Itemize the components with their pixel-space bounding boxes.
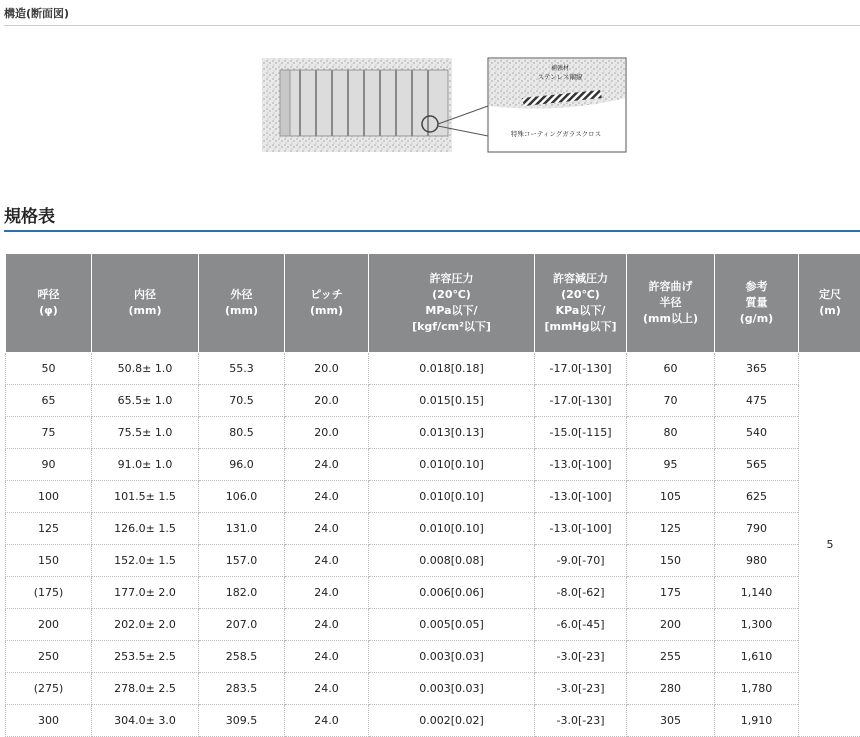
table-cell: 131.0: [199, 513, 285, 545]
table-cell: 100: [6, 481, 92, 513]
table-cell: -17.0[-130]: [535, 385, 627, 417]
table-cell: 625: [715, 481, 799, 513]
table-cell: 24.0: [285, 449, 369, 481]
table-cell: -13.0[-100]: [535, 481, 627, 513]
table-cell: 24.0: [285, 673, 369, 705]
table-cell: 280: [627, 673, 715, 705]
table-cell: 126.0± 1.5: [92, 513, 199, 545]
table-cell: -3.0[-23]: [535, 641, 627, 673]
structure-title: 構造(断面図): [4, 7, 70, 20]
table-cell: 75.5± 1.0: [92, 417, 199, 449]
table-cell: 75: [6, 417, 92, 449]
table-cell: 283.5: [199, 673, 285, 705]
spec-table: [5, 253, 860, 737]
table-cell: 0.006[0.06]: [369, 577, 535, 609]
table-cell: 182.0: [199, 577, 285, 609]
table-cell: 207.0: [199, 609, 285, 641]
reinforcement-label: 補強材: [550, 65, 570, 72]
table-cell: -17.0[-130]: [535, 353, 627, 385]
table-cell: 95: [627, 449, 715, 481]
table-cell: 70: [627, 385, 715, 417]
table-cell: 540: [715, 417, 799, 449]
table-cell: 309.5: [199, 705, 285, 737]
hose-illustration: [262, 58, 452, 152]
table-cell: 24.0: [285, 545, 369, 577]
table-cell: 157.0: [199, 545, 285, 577]
glass-cloth-label: 特殊コーティングガラスクロス: [510, 130, 602, 138]
table-cell: 304.0± 3.0: [92, 705, 199, 737]
table-cell: 475: [715, 385, 799, 417]
table-cell: 1,610: [715, 641, 799, 673]
table-cell: -3.0[-23]: [535, 673, 627, 705]
cross-section-detail: [488, 58, 626, 152]
table-cell: 80.5: [199, 417, 285, 449]
table-cell: 1,140: [715, 577, 799, 609]
table-cell: 55.3: [199, 353, 285, 385]
table-row: [6, 353, 860, 385]
table-cell: 0.013[0.13]: [369, 417, 535, 449]
table-cell: (275): [6, 673, 92, 705]
table-cell: 152.0± 1.5: [92, 545, 199, 577]
table-cell: -13.0[-100]: [535, 513, 627, 545]
table-cell: 253.5± 2.5: [92, 641, 199, 673]
table-cell: 24.0: [285, 705, 369, 737]
table-cell: -15.0[-115]: [535, 417, 627, 449]
table-cell: 305: [627, 705, 715, 737]
table-cell: 278.0± 2.5: [92, 673, 199, 705]
table-cell: -3.0[-23]: [535, 705, 627, 737]
table-cell: 20.0: [285, 417, 369, 449]
standard-length-cell: 5: [799, 353, 860, 737]
table-cell: 1,780: [715, 673, 799, 705]
stainless-wire-label: ステンレス鋼線: [537, 73, 583, 81]
table-cell: (175): [6, 577, 92, 609]
table-row: [6, 513, 860, 545]
table-cell: 60: [627, 353, 715, 385]
table-cell: 0.010[0.10]: [369, 513, 535, 545]
table-cell: 0.010[0.10]: [369, 449, 535, 481]
spec-divider: [4, 230, 860, 232]
table-cell: 0.002[0.02]: [369, 705, 535, 737]
table-cell: 202.0± 2.0: [92, 609, 199, 641]
table-cell: 0.008[0.08]: [369, 545, 535, 577]
table-cell: 1,300: [715, 609, 799, 641]
table-cell: 0.015[0.15]: [369, 385, 535, 417]
table-cell: 101.5± 1.5: [92, 481, 199, 513]
table-cell: 65: [6, 385, 92, 417]
table-cell: 255: [627, 641, 715, 673]
table-row: [6, 577, 860, 609]
table-cell: 20.0: [285, 385, 369, 417]
table-row: [6, 449, 860, 481]
table-row: [6, 705, 860, 737]
table-cell: 125: [627, 513, 715, 545]
table-cell: 65.5± 1.0: [92, 385, 199, 417]
column-header: 許容圧力 (20℃) MPa以下/ [kgf/cm²以下]: [369, 254, 535, 353]
hose-cross-section-diagram: [260, 54, 630, 156]
column-header: 内径 (mm): [92, 254, 199, 353]
table-header-row: [6, 254, 860, 353]
table-cell: 0.003[0.03]: [369, 641, 535, 673]
table-row: [6, 417, 860, 449]
table-row: [6, 545, 860, 577]
table-row: [6, 481, 860, 513]
table-cell: -6.0[-45]: [535, 609, 627, 641]
table-cell: 0.005[0.05]: [369, 609, 535, 641]
table-cell: 24.0: [285, 513, 369, 545]
table-cell: 50.8± 1.0: [92, 353, 199, 385]
table-row: [6, 609, 860, 641]
table-cell: 250: [6, 641, 92, 673]
table-cell: 106.0: [199, 481, 285, 513]
table-cell: 125: [6, 513, 92, 545]
column-header: 許容曲げ 半径 (mm以上): [627, 254, 715, 353]
column-header: 定尺 (m): [799, 254, 860, 353]
table-cell: 50: [6, 353, 92, 385]
column-header: 許容減圧力 (20℃) KPa以下/ [mmHg以下]: [535, 254, 627, 353]
table-cell: 91.0± 1.0: [92, 449, 199, 481]
table-cell: 200: [6, 609, 92, 641]
table-cell: 80: [627, 417, 715, 449]
table-cell: -9.0[-70]: [535, 545, 627, 577]
column-header: 外径 (mm): [199, 254, 285, 353]
table-cell: 1,910: [715, 705, 799, 737]
table-cell: 24.0: [285, 641, 369, 673]
table-cell: 150: [6, 545, 92, 577]
table-cell: 24.0: [285, 481, 369, 513]
table-cell: 90: [6, 449, 92, 481]
table-cell: -13.0[-100]: [535, 449, 627, 481]
table-cell: 0.018[0.18]: [369, 353, 535, 385]
table-cell: 70.5: [199, 385, 285, 417]
table-cell: 790: [715, 513, 799, 545]
table-cell: 177.0± 2.0: [92, 577, 199, 609]
table-cell: 20.0: [285, 353, 369, 385]
table-cell: 258.5: [199, 641, 285, 673]
table-cell: 980: [715, 545, 799, 577]
table-cell: 300: [6, 705, 92, 737]
column-header: ピッチ (mm): [285, 254, 369, 353]
table-row: [6, 641, 860, 673]
table-cell: 200: [627, 609, 715, 641]
table-cell: 0.003[0.03]: [369, 673, 535, 705]
structure-divider: [4, 25, 860, 26]
table-cell: -8.0[-62]: [535, 577, 627, 609]
table-cell: 96.0: [199, 449, 285, 481]
table-cell: 565: [715, 449, 799, 481]
table-cell: 365: [715, 353, 799, 385]
table-cell: 150: [627, 545, 715, 577]
table-cell: 175: [627, 577, 715, 609]
table-cell: 0.010[0.10]: [369, 481, 535, 513]
table-cell: 105: [627, 481, 715, 513]
table-row: [6, 673, 860, 705]
table-row: [6, 385, 860, 417]
table-cell: 24.0: [285, 577, 369, 609]
table-cell: 24.0: [285, 609, 369, 641]
column-header: 参考 質量 (g/m): [715, 254, 799, 353]
column-header: 呼径 (φ): [6, 254, 92, 353]
spec-table-title: 規格表: [4, 207, 55, 227]
